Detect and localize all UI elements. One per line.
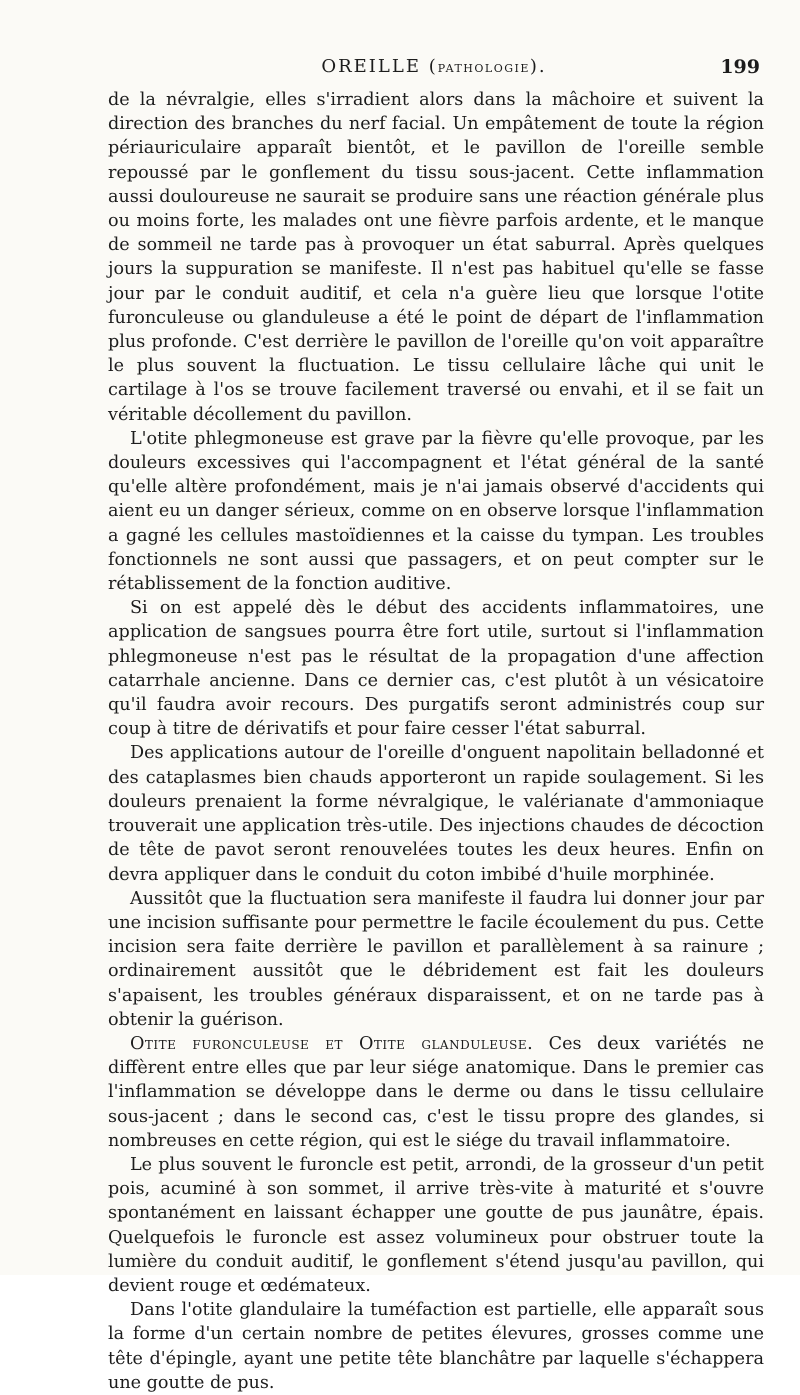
running-header — [108, 52, 760, 82]
section-heading: Otite furonculeuse et Otite glanduleuse. — [130, 1033, 534, 1054]
paragraph-3: Si on est appelé dès le début des accidents inflammatoires, une application de sangsues pourra être fort utile, surtout si l'inflammation phlegmoneuse n'est pas le résultat de la propagation d'une affection catarrhale ancienne. Dans ce dernier cas, c'est plutôt à un vésicatoire qu'il faudra avoir recours. Des purgatifs seront administrés coup sur coup à titre de dérivatifs et pour faire cesser l'état saburral. — [108, 598, 764, 740]
running-title-main: OREILLE — [321, 56, 421, 77]
paragraph-8: Dans l'otite glandulaire la tuméfaction est partielle, elle apparaît sous la forme d'un certain nombre de petites élevures, grosses comme une tête d'épingle, ayant une petite tête blanchâtre par laquelle s'échappera une goutte de pus. — [108, 1300, 764, 1393]
paragraph-6 — [108, 1032, 764, 1153]
paragraph-5: Aussitôt que la fluctuation sera manifeste il faudra lui donner jour par une incision suffisante pour permettre le facile écoulement du pus. Cette incision sera faite derrière le pavillon et parallèlement à sa rainure ; ordinairement aussitôt que le débridement est fait les douleurs s'apaisent, les troubles généraux disparaissent, et on ne tarde pas à obtenir la guérison. — [108, 888, 764, 1030]
body-text — [108, 88, 764, 1395]
paragraph-4: Des applications autour de l'oreille d'onguent napolitain belladonné et des cataplasmes bien chauds apporteront un rapide soulagement. Si les douleurs prenaient la forme névralgique, le valérianate d'ammoniaque trouverait une application très-utile. Des injections chaudes de décoction de tête de pavot seront renouvelées toutes les deux heures. Enfin on devra appliquer dans le conduit du coton imbibé d'huile morphinée. — [108, 743, 764, 885]
running-title-subject: PATHOLOGIE — [437, 62, 530, 75]
running-title-paren-open: ( — [420, 56, 438, 77]
paragraph-1: de la névralgie, elles s'irradient alors dans la mâchoire et suivent la direction des branches du nerf facial. Un empâtement de toute la région périauriculaire apparaît bientôt, et le pavillon de l'oreille semble repoussé par le gonflement du tissu sous-jacent. Cette inflammation aussi douloureuse ne saurait se produire sans une réaction générale plus ou moins forte, les malades ont une fièvre parfois ardente, et le manque de sommeil ne tarde pas à provoquer un état saburral. Après quelques jours la suppuration se manifeste. Il n'est pas habituel qu'elle se fasse jour par le conduit auditif, et cela n'a guère lieu que lorsque l'otite furonculeuse ou glanduleuse a été le point de départ de l'inflammation plus profonde. C'est derrière le pavillon de l'oreille qu'on voit apparaître le plus souvent la fluctuation. Le tissu cellulaire lâche qui unit le cartilage à l'os se trouve facilement traversé ou envahi, et il se fait un véritable décollement du pavillon. — [108, 90, 764, 425]
paragraph-6-text: Ces deux variétés ne diffèrent entre elles que par leur siége anatomique. Dans le premier cas l'inflammation se développe dans le derme ou dans le tissu cellulaire sous-jacent ; dans le second cas, c'est le tissu propre des glandes, si nombreuses en cette région, qui est le siége du travail inflammatoire. — [108, 1033, 764, 1151]
paragraph-7: Le plus souvent le furoncle est petit, arrondi, de la grosseur d'un petit pois, acuminé à son sommet, il arrive très-vite à maturité et s'ouvre spontanément en laissant échapper une goutte de pus jaunâtre, épais. Quelquefois le furoncle est assez volumineux pour obstruer toute la lumière du conduit auditif, le gonflement s'étend jusqu'au pavillon, qui devient rouge et œdémateux. — [108, 1154, 764, 1296]
page-number: 199 — [720, 56, 760, 78]
running-title — [108, 56, 760, 77]
paragraph-2: L'otite phlegmoneuse est grave par la fièvre qu'elle provoque, par les douleurs excessives qui l'accompagnent et l'état général de la santé qu'elle altère profondément, mais je n'ai jamais observé d'accidents qui aient eu un danger sérieux, comme on en observe lorsque l'inflammation a gagné les cellules mastoïdiennes et la caisse du tympan. Les troubles fonctionnels ne sont aussi que passagers, et on peut compter sur le rétablissement de la fonction auditive. — [108, 428, 764, 595]
running-title-paren-close: ). — [529, 56, 547, 77]
